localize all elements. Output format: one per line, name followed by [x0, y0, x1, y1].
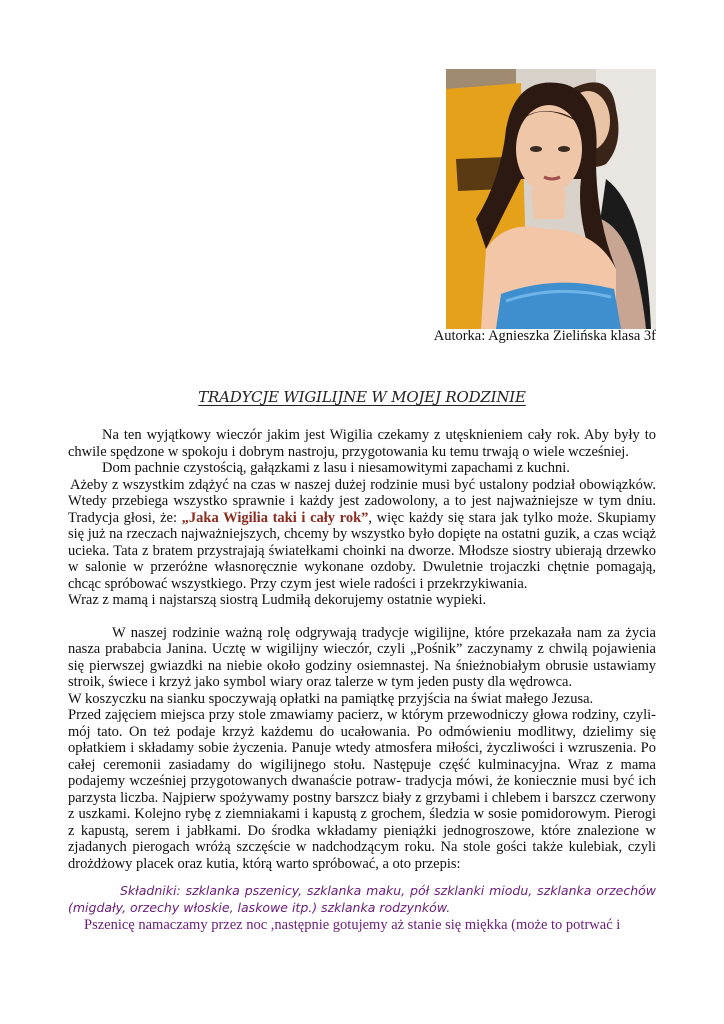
author-photo — [446, 69, 656, 329]
paragraph-intro: Na ten wyjątkowy wieczór jakim jest Wigilia czekamy z utęsknieniem cały rok. Aby były to chwile spędzone w spokoju i dobrym nastroju, przygotowania ku temu trwają o wiele wcześniej. — [68, 427, 656, 460]
recipe-instructions: Pszenicę namaczamy przez noc ,następnie gotujemy aż stanie się miękka (może to potrwać i — [84, 917, 621, 933]
photo-caption: Autorka: Agnieszka Zielińska klasa 3f — [433, 328, 656, 344]
page-title: TRADYCJE WIGILIJNE W MOJEJ RODZINIE — [198, 388, 526, 406]
paragraph-traditions: W naszej rodzinie ważną rolę odgrywają tradycje wigilijne, które przekazała nam za życia nasza prababcia Janina. Ucztę w wigilijny wieczór, czyli „Pośnik” zaczynamy z chwilą pojawienia się pierwszej gwiazdki na niebie około godziny osiemnastej. Na śnieżnobiałym obrusie ustawiamy stroik, świece i krzyż jako symbol wiary oraz talerze w tym jeden pusty dla wędrowca. — [68, 624, 656, 690]
article-body — [68, 427, 656, 934]
paragraph-wafers: W koszyczku na sianku spoczywają opłatki na pamiątkę przyjścia na świat małego Jezusa. — [68, 690, 594, 707]
paragraph-home: Dom pachnie czystością, gałązkami z lasu i niesamowitymi zapachami z kuchni. — [102, 460, 570, 476]
paragraph-duties — [68, 477, 656, 593]
paragraph-baking: Wraz z mamą i najstarszą siostrą Ludmiłą dekorujemy ostatnie wypieki. — [68, 592, 487, 608]
recipe-ingredients: Składniki: szklanka pszenicy, szklanka maku, pół szklanki miodu, szklanka orzechów (migdały, orzechy włoskie, laskowe itp.) szklanka rodzynków. — [68, 883, 656, 915]
paragraph-dinner: Przed zajęciem miejsca przy stole zmawiamy pacierz, w którym przewodniczy głowa rodziny, czyli- mój tato. On też podaje krzyż każdemu do ucałowania. Po odmówieniu modlitwy, dzielimy się opłatkiem i składamy sobie życzenia. Panuje wtedy atmosfera miłości, życzliwości i wzruszenia. Po całej ceremonii zasiadamy do wigilijnego stołu. Następuje część kulminacyjna. Wraz z mama podajemy wcześniej przygotowanych dwanaście potraw- tradycja mówi, że koniecznie musi być ich parzysta liczba. Najpierw spożywamy postny barszcz biały z grzybami i chlebem i barszcz czerwony z uszkami. Kolejno rybę z ziemniakami i kapustą z grochem, śledzia w sosie pomidorowym. Pierogi z kapustą, serem i jabłkami. Do środka wkładamy pieniążki jednogroszowe, które znalezione w zjadanych pierogach wróżą szczęście w nadchodzącym roku. Na stole gości także kulebiak, czyli drożdżowy placek oraz kutia, którą warto spróbować, a oto przepis: — [68, 707, 656, 872]
portrait-illustration — [446, 69, 656, 329]
paragraph-duties-rest: , więc każdy się stara jak tylko może. Skupiamy się już na rzeczach najważniejszych, chcemy by wszystko było dopięte na ostatni guzik, a czas wciąż ucieka. Tata z bratem przystrajają światełkami choinki na dworze. Młodsze siostry ubierają drzewko w salonie w przeróżne własnoręcznie wykonane ozdoby. Dwuletnie trojaczki chętnie pomagają, chcąc spróbować wszystkiego. Przy czym jest wiele radości i przekrzykiwania. — [68, 509, 656, 592]
paragraph-duties-text: Ażeby z wszystkim zdążyć na czas w naszej dużej rodzinie musi być ustalony podział obowiązków. Wtedy przebiega wszystko sprawnie i każdy jest zadowolony, a to jest najważniejsze w tym dniu. Tradycja głosi, że: — [68, 476, 656, 526]
proverb-quote: „Jaka Wigilia taki i cały rok” — [181, 509, 369, 526]
